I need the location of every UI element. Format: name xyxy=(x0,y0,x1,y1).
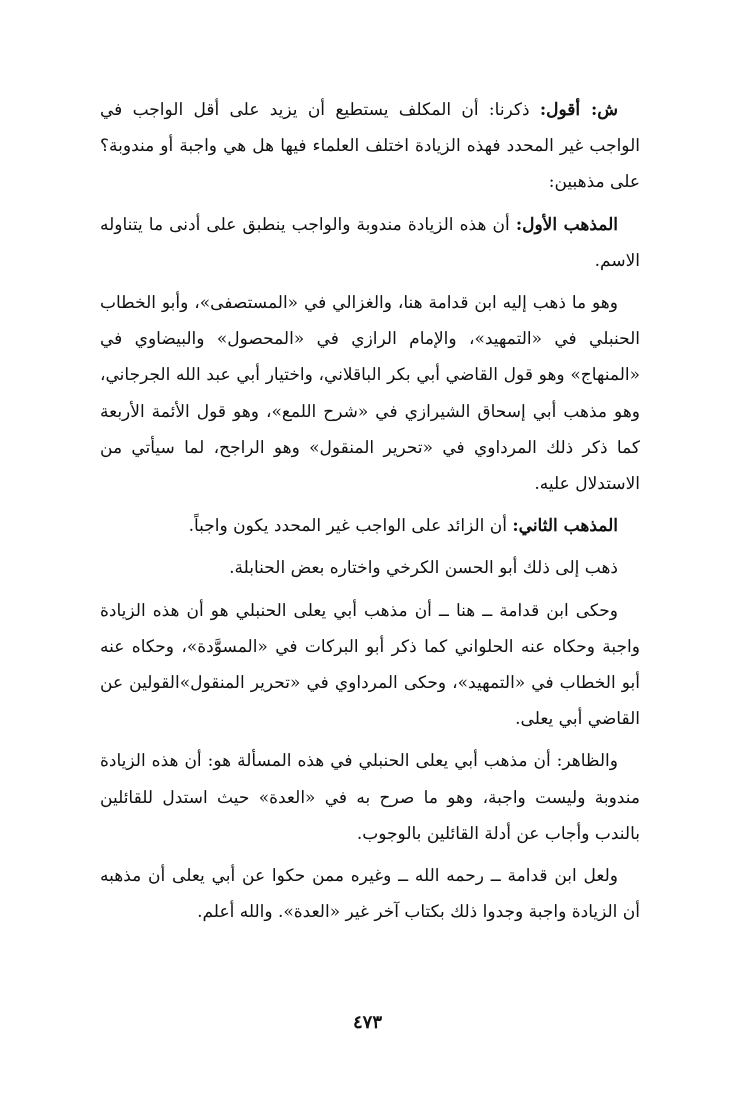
paragraph-text: أن هذه الزيادة مندوبة والواجب ينطبق على أدنى ما يتناوله الاسم. xyxy=(100,214,640,271)
paragraph-text: أن الزائد على الواجب غير المحدد يكون واجباً. xyxy=(188,516,513,537)
paragraph-text: والظاهر: أن مذهب أبي يعلى الحنبلي في هذه المسألة هو: أن هذه الزيادة مندوبة وليست واجبة، وهو ما صرح به في «العدة» حيث استدل للقائلين بالندب وأجاب عن أدلة القائلين بالوجوب. xyxy=(100,751,640,844)
paragraph-text: وهو ما ذهب إليه ابن قدامة هنا، والغزالي في «المستصفى»، وأبو الخطاب الحنبلي في «التمهيد»، والإمام الرازي في «المحصول» والبيضاوي في «المنهاج» وهو قول القاضي أبي بكر الباقلاني، واختيار أبي عبد الله الجرجاني، وهو مذهب أبي إسحاق الشيرازي في «شرح اللمع»، وهو قول الأئمة الأربعة كما ذكر ذلك المرداوي في «تحرير المنقول» وهو الراجح، لما سيأتي من الاستدلال عليه. xyxy=(100,293,640,495)
paragraph-text: وحكى ابن قدامة ــ هنا ــ أن مذهب أبي يعلى الحنبلي هو أن هذه الزيادة واجبة وحكاه عنه الحلواني كما ذكر أبو البركات في «المسوَّدة»، وحكاه عنه أبو الخطاب في «التمهيد»، وحكى المرداوي في «تحرير المنقول»القولين عن القاضي أبي يعلى. xyxy=(100,600,640,730)
paragraph-8 xyxy=(100,858,640,930)
paragraph-lead: ش: أقول: xyxy=(539,100,618,120)
paragraph-1 xyxy=(100,92,640,201)
page-number: ٤٧٣ xyxy=(352,1012,382,1033)
paragraph-text: ذهب إلى ذلك أبو الحسن الكرخي واختاره بعض الحنابلة. xyxy=(229,558,618,579)
paragraph-7 xyxy=(100,743,640,852)
paragraph-lead: المذهب الأول: xyxy=(515,214,618,235)
paragraph-2 xyxy=(100,207,640,279)
paragraph-4 xyxy=(100,508,640,544)
paragraph-3 xyxy=(100,285,640,502)
paragraph-lead: المذهب الثاني: xyxy=(512,516,618,537)
paragraph-text: ولعل ابن قدامة ــ رحمه الله ــ وغيره ممن حكوا عن أبي يعلى أن مذهبه أن الزيادة واجبة وجدوا ذلك بكتاب آخر غير «العدة». والله أعلم. xyxy=(100,866,640,923)
paragraph-5 xyxy=(100,550,640,586)
paragraph-6 xyxy=(100,593,640,738)
paragraph-text: ذكرنا: أن المكلف يستطيع أن يزيد على أقل الواجب في الواجب غير المحدد فهذه الزيادة اختلف العلماء فيها هل هي واجبة أو مندوبة؟ على مذهبين: xyxy=(100,100,640,193)
page-body xyxy=(100,92,640,936)
